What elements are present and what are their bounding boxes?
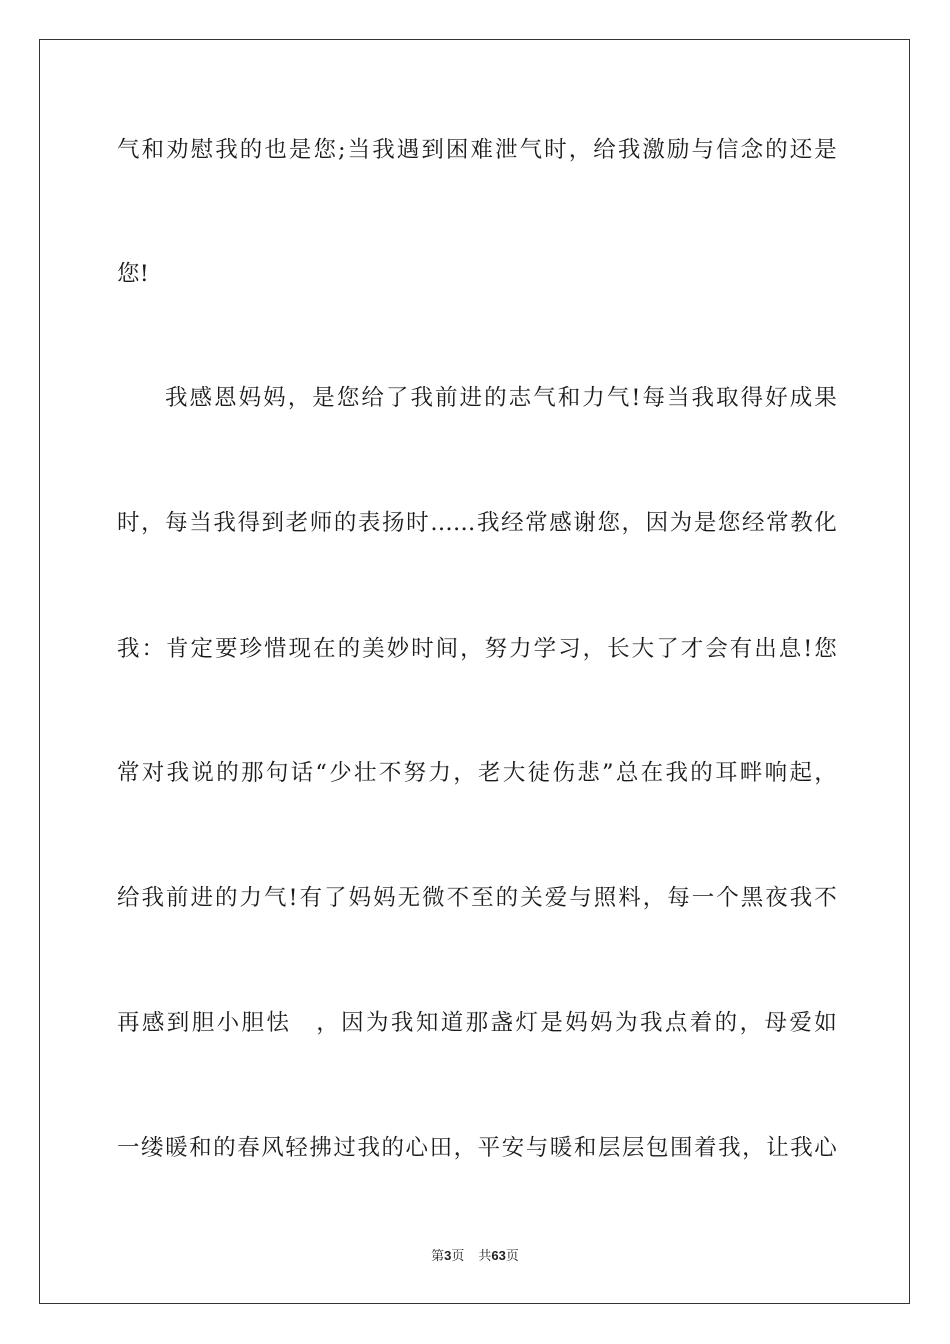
body-text-line: 气和劝慰我的也是您;当我遇到困难泄气时，给我激励与信念的还是 — [117, 137, 837, 163]
page-suffix: 页 — [451, 1249, 465, 1264]
body-text-line: 常对我说的那句话“少壮不努力，老大徒伤悲”总在我的耳畔响起， — [117, 760, 837, 786]
body-text-line: 再感到胆小胆怯 ，因为我知道那盏灯是妈妈为我点着的，母爱如 — [117, 1010, 837, 1036]
body-text-line: 时，每当我得到老师的表扬时……我经常感谢您，因为是您经常教化 — [117, 510, 837, 536]
total-pages: 63 — [491, 1248, 506, 1263]
page-prefix: 第 — [431, 1249, 445, 1264]
page-number: 3 — [444, 1248, 452, 1263]
page-border — [39, 39, 910, 1304]
total-prefix: 共 — [478, 1249, 492, 1264]
page-footer — [0, 1247, 950, 1266]
body-text-line: 您! — [117, 261, 149, 287]
total-suffix: 页 — [505, 1249, 519, 1264]
body-text-line: 一缕暖和的春风轻拂过我的心田，平安与暖和层层包围着我，让我心 — [117, 1135, 837, 1161]
body-text-line: 给我前进的力气!有了妈妈无微不至的关爱与照料，每一个黑夜我不 — [117, 885, 837, 911]
body-text-line: 我：肯定要珍惜现在的美妙时间，努力学习，长大了才会有出息!您 — [117, 636, 837, 662]
paragraph-first-line: 我感恩妈妈，是您给了我前进的志气和力气!每当我取得好成果 — [165, 385, 837, 411]
